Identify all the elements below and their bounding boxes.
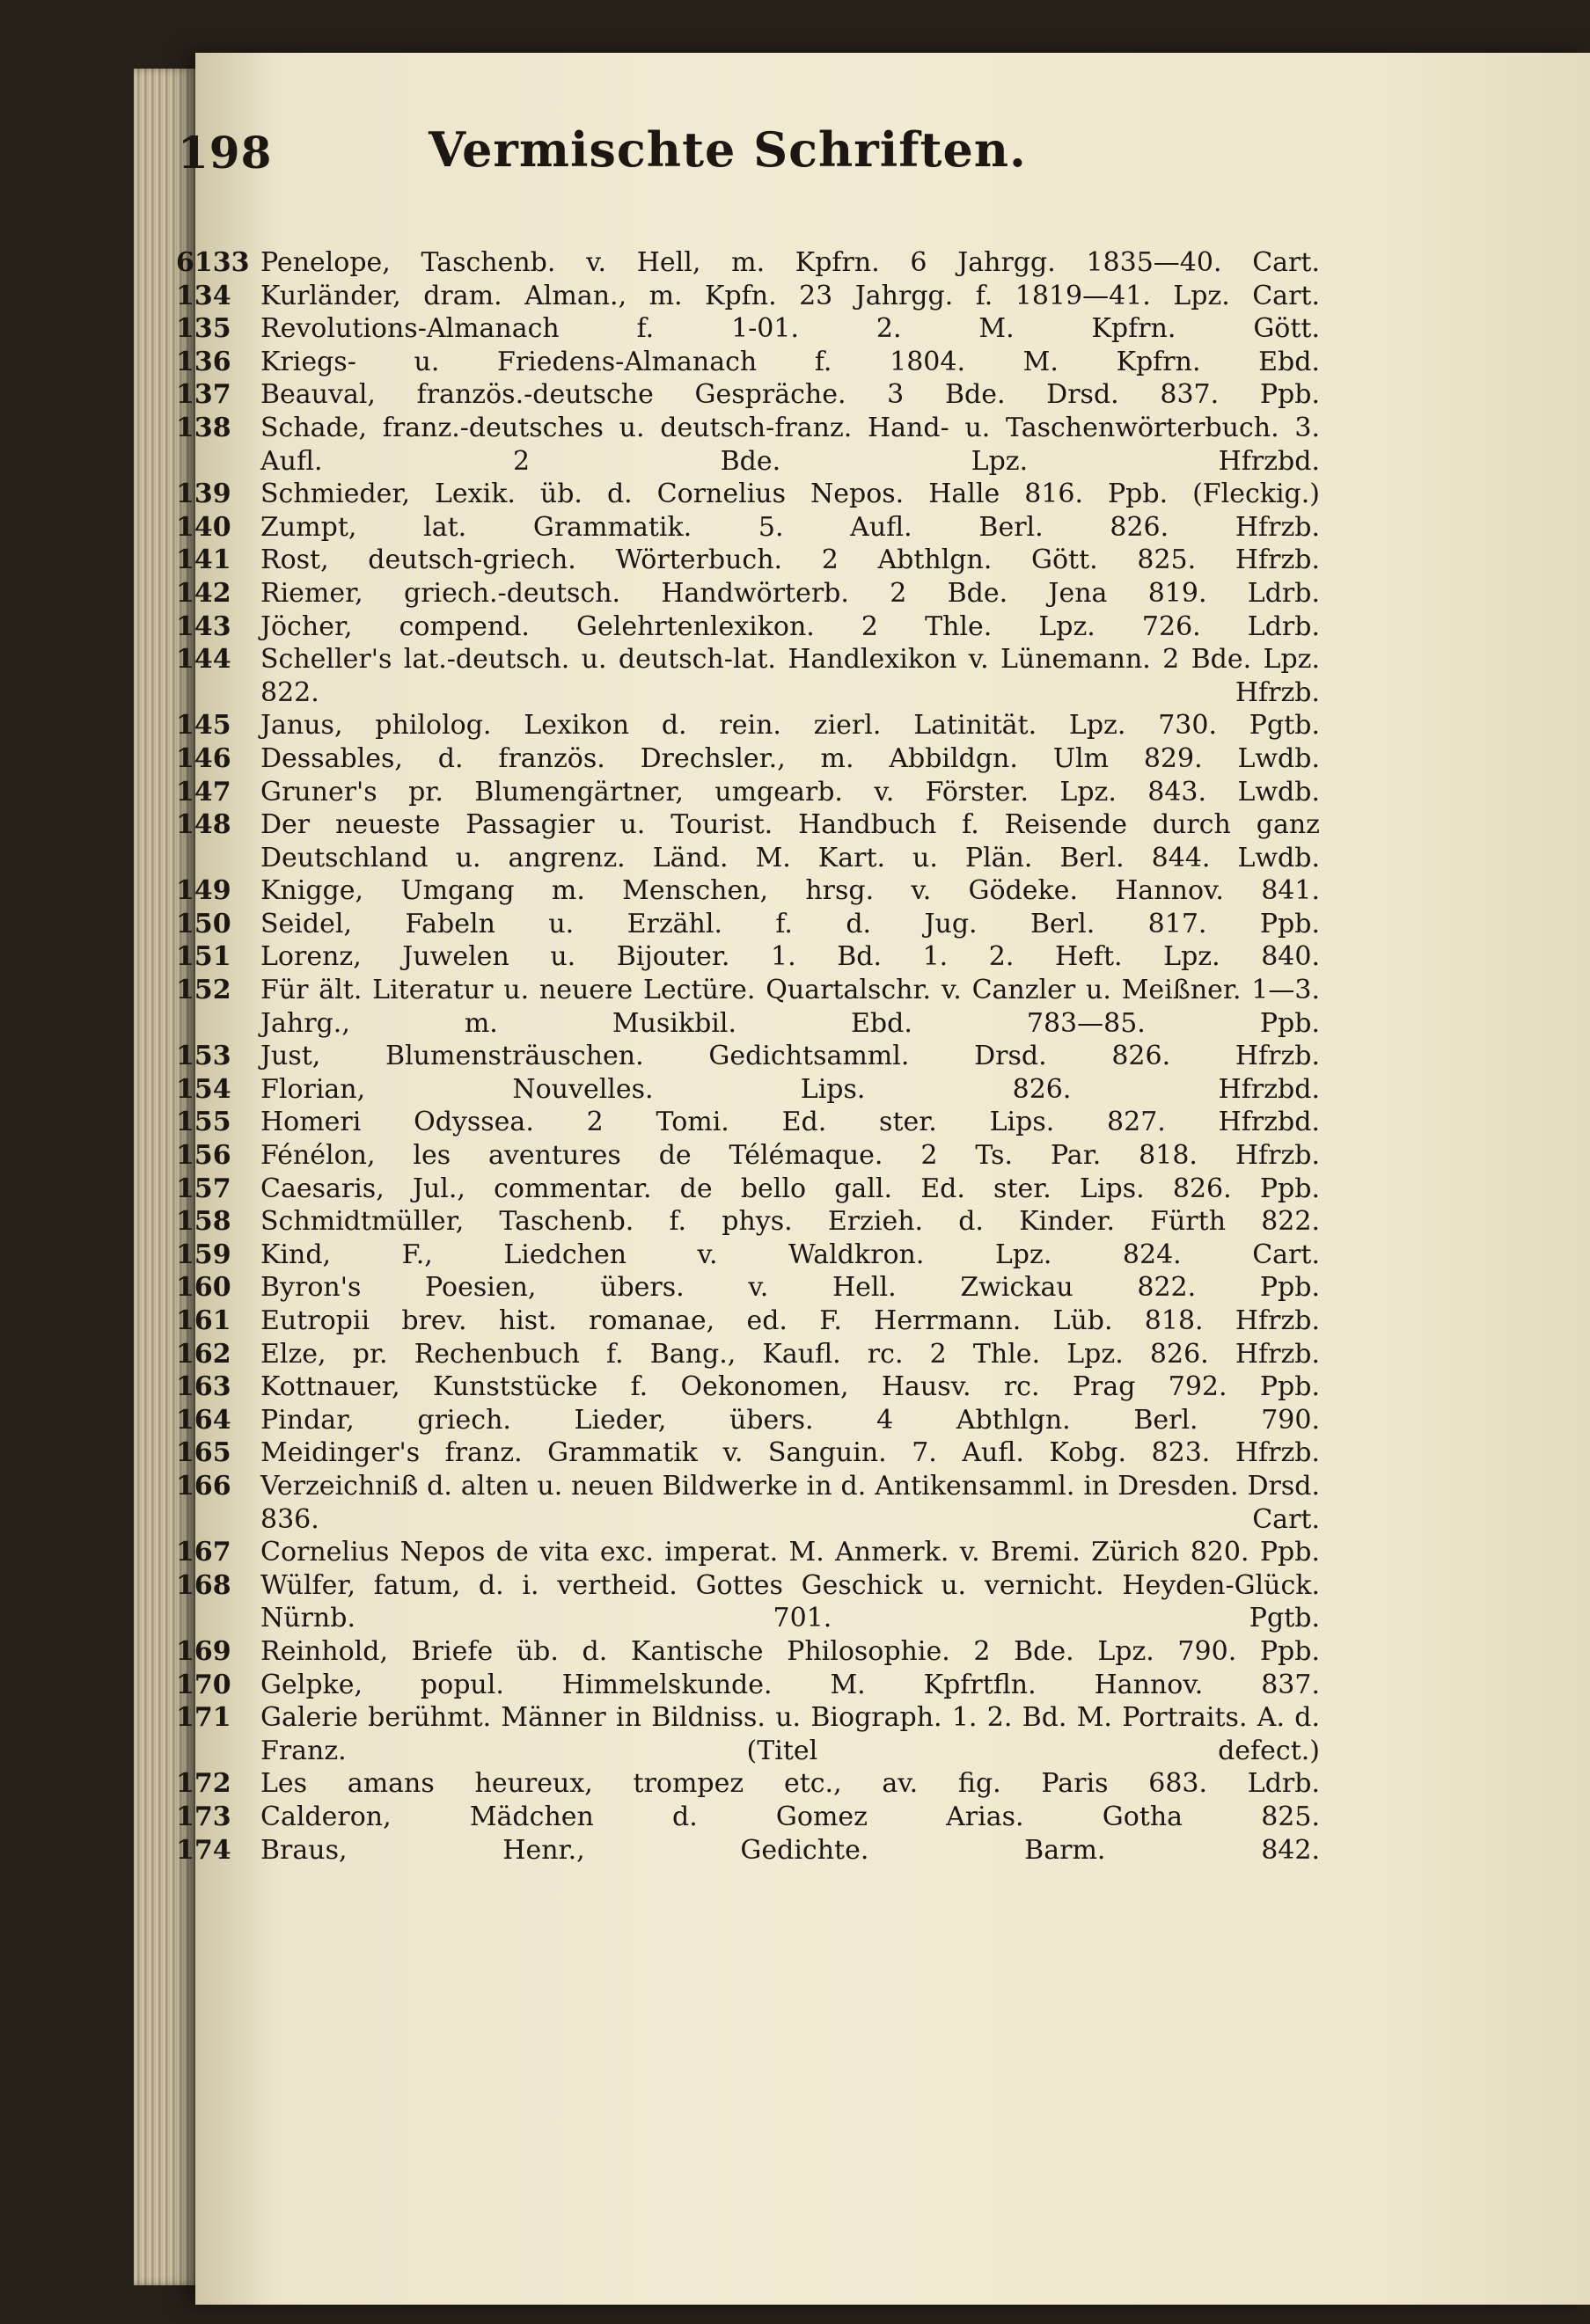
- entry-text: Knigge, Umgang m. Menschen, hrsg. v. Gödeke. Hannov. 841.: [260, 875, 1320, 907]
- entry-text: Beauval, französ.-deutsche Gespräche. 3 Bde. Drsd. 837. Ppb.: [260, 379, 1320, 411]
- entry-text: Pindar, griech. Lieder, übers. 4 Abthlgn. Berl. 790.: [260, 1404, 1320, 1436]
- entry-number: 163: [176, 1371, 231, 1403]
- entry-text: Für ält. Literatur u. neuere Lectüre. Quartalschr. v. Canzler u. Meißner. 1—3. Jahrg., m. Musikbil. Ebd. 783—85. Ppb.: [260, 975, 1320, 1039]
- entry-text: Kurländer, dram. Alman., m. Kpfn. 23 Jahrgg. f. 1819—41. Lpz. Cart.: [260, 280, 1320, 311]
- catalog-entry: [176, 610, 1320, 644]
- entry-text: Florian, Nouvelles. Lips. 826. Hfrzbd.: [260, 1073, 1320, 1105]
- entry-text: Galerie berühmt. Männer in Bildniss. u. Biograph. 1. 2. Bd. M. Portraits. A. d. Franz. (Titel defect.): [260, 1702, 1320, 1766]
- entry-number: 172: [176, 1768, 231, 1800]
- entry-number: 144: [176, 644, 231, 676]
- catalog-entry: [176, 1139, 1320, 1173]
- entry-text: Gruner's pr. Blumengärtner, umgearb. v. Förster. Lpz. 843. Lwdb.: [260, 776, 1320, 808]
- entry-number: 151: [176, 941, 231, 973]
- entry-text: Kind, F., Liedchen v. Waldkron. Lpz. 824. Cart.: [260, 1239, 1320, 1270]
- catalog-entry: [176, 776, 1320, 809]
- entry-number: 154: [176, 1073, 231, 1105]
- entry-text: Janus, philolog. Lexikon d. rein. zierl. Latinität. Lpz. 730. Pgtb.: [260, 710, 1320, 742]
- catalog-entry: [176, 1834, 1320, 1867]
- entry-number: 174: [176, 1834, 231, 1866]
- entry-text: Homeri Odyssea. 2 Tomi. Ed. ster. Lips. 827. Hfrzbd.: [260, 1107, 1320, 1138]
- entry-number: 146: [176, 742, 231, 774]
- page-number: 198: [178, 127, 273, 179]
- entry-text: Kottnauer, Kunststücke f. Oekonomen, Hausv. rc. Prag 792. Ppb.: [260, 1371, 1320, 1403]
- entry-number: 137: [176, 379, 231, 411]
- entry-number: 170: [176, 1669, 231, 1700]
- entry-number: 140: [176, 511, 231, 543]
- entry-text: Dessables, d. französ. Drechsler., m. Abbildgn. Ulm 829. Lwdb.: [260, 742, 1320, 774]
- entry-text: Zumpt, lat. Grammatik. 5. Aufl. Berl. 826. Hfrzb.: [260, 511, 1320, 543]
- catalog-entry: [176, 1801, 1320, 1834]
- entry-text: Gelpke, popul. Himmelskunde. M. Kpfrtfln. Hannov. 837.: [260, 1669, 1320, 1700]
- entry-number: 165: [176, 1437, 231, 1469]
- entry-text: Rost, deutsch-griech. Wörterbuch. 2 Abthlgn. Gött. 825. Hfrzb.: [260, 544, 1320, 576]
- catalog-entry: [176, 1436, 1320, 1470]
- entry-number: 160: [176, 1272, 231, 1304]
- catalog-entry: [176, 940, 1320, 974]
- catalog-entry: [176, 511, 1320, 544]
- entry-number: 164: [176, 1404, 231, 1436]
- catalog-entry: [176, 742, 1320, 776]
- entry-number: 152: [176, 975, 231, 1006]
- entry-number: 139: [176, 479, 231, 510]
- entry-text: Cornelius Nepos de vita exc. imperat. M. Anmerk. v. Bremi. Zürich 820. Ppb.: [260, 1537, 1320, 1568]
- entry-text: Reinhold, Briefe üb. d. Kantische Philosophie. 2 Bde. Lpz. 790. Ppb.: [260, 1635, 1320, 1667]
- entry-text: Lorenz, Juwelen u. Bijouter. 1. Bd. 1. 2. Heft. Lpz. 840.: [260, 941, 1320, 973]
- catalog-entry: [176, 874, 1320, 908]
- entry-text: Seidel, Fabeln u. Erzähl. f. d. Jug. Berl. 817. Ppb.: [260, 908, 1320, 939]
- entry-number: 162: [176, 1338, 231, 1370]
- entry-text: Verzeichniß d. alten u. neuen Bildwerke in d. Antikensamml. in Dresden. Drsd. 836. Cart.: [260, 1470, 1320, 1535]
- catalog-entry: [176, 280, 1320, 313]
- catalog-entry: [176, 378, 1320, 412]
- entry-text: Jöcher, compend. Gelehrtenlexikon. 2 Thle. Lpz. 726. Ldrb.: [260, 610, 1320, 642]
- entry-text: Der neueste Passagier u. Tourist. Handbuch f. Reisende durch ganz Deutschland u. angrenz. Länd. M. Kart. u. Plän. Berl. 844. Lwdb.: [260, 809, 1320, 873]
- catalog-entry: [176, 1470, 1320, 1536]
- catalog-entry: [176, 1767, 1320, 1801]
- entry-text: Byron's Poesien, übers. v. Hell. Zwickau 822. Ppb.: [260, 1272, 1320, 1304]
- entry-number: 143: [176, 610, 231, 642]
- entry-text: Schmieder, Lexik. üb. d. Cornelius Nepos. Halle 816. Ppb. (Fleckig.): [260, 479, 1320, 510]
- entry-number: 138: [176, 412, 231, 443]
- catalog-entry: [176, 1701, 1320, 1767]
- catalog-entry: [176, 1305, 1320, 1338]
- entry-text: Schmidtmüller, Taschenb. f. phys. Erzieh. d. Kinder. Fürth 822.: [260, 1206, 1320, 1238]
- entry-number: 159: [176, 1239, 231, 1270]
- entry-number: 147: [176, 776, 231, 808]
- entry-number: 169: [176, 1635, 231, 1667]
- entry-text: Meidinger's franz. Grammatik v. Sanguin. 7. Aufl. Kobg. 823. Hfrzb.: [260, 1437, 1320, 1469]
- catalog-entries: [176, 246, 1320, 1867]
- catalog-entry: [176, 478, 1320, 511]
- entry-number: 141: [176, 544, 231, 576]
- entry-number: 158: [176, 1206, 231, 1238]
- catalog-entry: [176, 544, 1320, 577]
- entry-number: 149: [176, 875, 231, 907]
- catalog-entry: [176, 1569, 1320, 1635]
- catalog-entry: [176, 346, 1320, 379]
- catalog-entry: [176, 1669, 1320, 1702]
- entry-text: Schade, franz.-deutsches u. deutsch-franz. Hand- u. Taschenwörterbuch. 3. Aufl. 2 Bde. Lpz. Hfrzbd.: [260, 412, 1320, 477]
- catalog-entry: [176, 1073, 1320, 1107]
- page-header: [178, 121, 1278, 183]
- catalog-entry: [176, 1635, 1320, 1669]
- entry-number: 161: [176, 1305, 231, 1336]
- catalog-entry: [176, 908, 1320, 941]
- running-title: Vermischte Schriften.: [429, 121, 1027, 178]
- entry-number: 153: [176, 1041, 231, 1072]
- entry-number: 173: [176, 1801, 231, 1832]
- entry-text: Eutropii brev. hist. romanae, ed. F. Herrmann. Lüb. 818. Hfrzb.: [260, 1305, 1320, 1336]
- entry-text: Les amans heureux, trompez etc., av. fig. Paris 683. Ldrb.: [260, 1768, 1320, 1800]
- entry-text: Penelope, Taschenb. v. Hell, m. Kpfrn. 6 Jahrgg. 1835—40. Cart.: [260, 247, 1320, 278]
- entry-text: Elze, pr. Rechenbuch f. Bang., Kaufl. rc. 2 Thle. Lpz. 826. Hfrzb.: [260, 1338, 1320, 1370]
- catalog-entry: [176, 312, 1320, 346]
- catalog-entry: [176, 412, 1320, 478]
- catalog-entry: [176, 1239, 1320, 1272]
- entry-number: 135: [176, 313, 231, 345]
- entry-text: Scheller's lat.-deutsch. u. deutsch-lat. Handlexikon v. Lünemann. 2 Bde. Lpz. 822. Hfrzb.: [260, 644, 1320, 708]
- entry-text: Caesaris, Jul., commentar. de bello gall. Ed. ster. Lips. 826. Ppb.: [260, 1173, 1320, 1204]
- catalog-entry: [176, 1404, 1320, 1437]
- catalog-entry: [176, 709, 1320, 742]
- entry-number: 145: [176, 710, 231, 742]
- catalog-entry: [176, 1271, 1320, 1305]
- catalog-entry: [176, 1338, 1320, 1371]
- entry-text: Revolutions-Almanach f. 1-01. 2. M. Kpfrn. Gött.: [260, 313, 1320, 345]
- catalog-entry: [176, 1040, 1320, 1073]
- catalog-entry: [176, 1370, 1320, 1404]
- entry-number: 134: [176, 280, 231, 311]
- entry-text: Braus, Henr., Gedichte. Barm. 842.: [260, 1834, 1320, 1866]
- entry-number: 157: [176, 1173, 231, 1204]
- entry-number: 156: [176, 1140, 231, 1172]
- entry-text: Riemer, griech.-deutsch. Handwörterb. 2 Bde. Jena 819. Ldrb.: [260, 577, 1320, 609]
- entry-text: Fénélon, les aventures de Télémaque. 2 Ts. Par. 818. Hfrzb.: [260, 1140, 1320, 1172]
- entry-number: 142: [176, 577, 231, 609]
- catalog-entry: [176, 1106, 1320, 1139]
- catalog-entry: [176, 808, 1320, 874]
- catalog-entry: [176, 1536, 1320, 1569]
- entry-number: 167: [176, 1537, 231, 1568]
- entry-text: Kriegs- u. Friedens-Almanach f. 1804. M. Kpfrn. Ebd.: [260, 346, 1320, 377]
- entry-number: 136: [176, 346, 231, 377]
- catalog-entry: [176, 1173, 1320, 1206]
- entry-number: 168: [176, 1569, 231, 1601]
- entry-number: 155: [176, 1107, 231, 1138]
- entry-number: 166: [176, 1470, 231, 1502]
- catalog-entry: [176, 577, 1320, 610]
- catalog-entry: [176, 974, 1320, 1040]
- catalog-entry: [176, 1205, 1320, 1239]
- catalog-entry: [176, 246, 1320, 280]
- entry-number: 6133: [176, 247, 250, 278]
- entry-text: Wülfer, fatum, d. i. vertheid. Gottes Geschick u. vernicht. Heyden-Glück. Nürnb. 701. Pgtb.: [260, 1569, 1320, 1634]
- catalog-entry: [176, 643, 1320, 709]
- entry-number: 148: [176, 809, 231, 841]
- entry-number: 171: [176, 1702, 231, 1734]
- entry-text: Just, Blumensträuschen. Gedichtsamml. Drsd. 826. Hfrzb.: [260, 1041, 1320, 1072]
- entry-text: Calderon, Mädchen d. Gomez Arias. Gotha 825.: [260, 1801, 1320, 1832]
- entry-number: 150: [176, 908, 231, 939]
